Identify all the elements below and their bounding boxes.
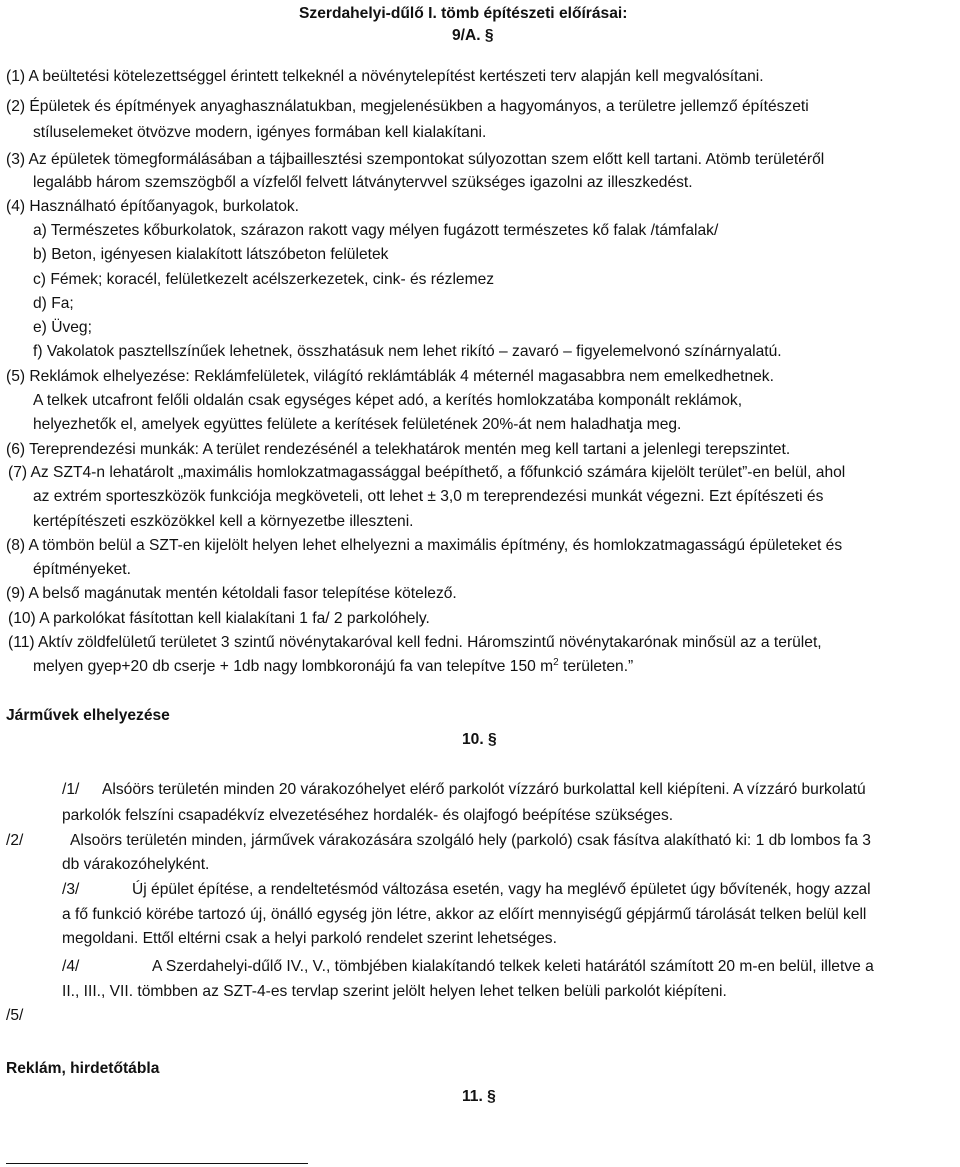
paragraph-11-line-2 [33, 657, 633, 677]
paragraph-4-item-d: d) Fa; [33, 295, 74, 312]
vehicles-item-4-line-2: II., III., VII. tömbben az SZT-4-es tervlap szerint jelölt helyen lehet telken belüli parkolót kiépíteni. [62, 983, 727, 1000]
paragraph-4-item-a: a) Természetes kőburkolatok, szárazon rakott vagy mélyen fugázott természetes kő falak /támfalak/ [33, 222, 719, 239]
paragraph-3-line-2: legalább három szemszögből a vízfelől felvett látványtervvel szükséges igazolni az illeszkedést. [33, 174, 693, 191]
vehicles-item-2-number: /2/ [6, 832, 24, 849]
paragraph-11-line-1: (11) Aktív zöldfelületű területet 3 szintű növénytakaróval kell fedni. Háromszintű növénytakarónak minősül az a terület, [8, 634, 822, 651]
paragraph-3-line-1: (3) Az épületek tömegformálásában a tájbaillesztési szempontokat súlyozottan szem előtt kell tartani. Atömb területéről [6, 151, 825, 168]
paragraph-5-line-1: (5) Reklámok elhelyezése: Reklámfelületek, világító reklámtáblák 4 méternél magasabbra nem emelkedhetnek. [6, 368, 774, 385]
vehicles-item-2-line-2: db várakozóhelyként. [62, 856, 210, 873]
vehicles-item-4-number: /4/ [62, 958, 80, 975]
paragraph-8-line-1: (8) A tömbön belül a SZT-en kijelölt helyen lehet elhelyezni a maximális építmény, és homlokzatmagasságú épületeket és [6, 537, 843, 554]
paragraph-1: (1) A beültetési kötelezettséggel érintett telkeknél a növénytelepítést kertészeti terv alapján kell megvalósítani. [6, 68, 764, 85]
paragraph-11-text-end: területen.” [558, 658, 634, 675]
paragraph-10: (10) A parkolókat fásítottan kell kialakítani 1 fa/ 2 parkolóhely. [8, 610, 430, 627]
section-9a-number: 9/A. § [452, 27, 494, 44]
vehicles-item-4-line-1: A Szerdahelyi-dűlő IV., V., tömbjében kialakítandó telkek keleti határától számított 20 m-en belül, illetve a [152, 958, 874, 975]
paragraph-2-line-1: (2) Épületek és építmények anyaghasználatukban, megjelenésükben a hagyományos, a területre jellemző építészeti [6, 98, 809, 115]
vehicles-item-3-number: /3/ [62, 881, 80, 898]
section-10-number: 10. § [462, 731, 497, 748]
vehicles-item-3-line-2: a fő funkció körébe tartozó új, önálló egység jön létre, akkor az előírt mennyiségű gépjármű tárolását telken belül kell [62, 906, 867, 923]
footnote-divider [6, 1163, 308, 1164]
vehicles-item-5-number: /5/ [6, 1007, 24, 1024]
paragraph-6: (6) Tereprendezési munkák: A terület rendezésénél a telekhatárok mentén meg kell tartani a jelenlegi terepszintet. [6, 441, 791, 458]
vehicles-item-2-line-1: Alsoörs területén minden, járművek várakozására szolgáló hely (parkoló) csak fásítva alakítható ki: 1 db lombos fa 3 [70, 832, 871, 849]
section-11-number: 11. § [462, 1088, 496, 1105]
paragraph-5-line-2: A telkek utcafront felőli oldalán csak egységes képet adó, a kerítés homlokzatába komponált reklámok, [33, 392, 743, 409]
paragraph-5-line-3: helyezhetők el, amelyek együttes felülete a kerítések felületének 20%-át nem haladhatja meg. [33, 416, 682, 433]
paragraph-9: (9) A belső magánutak mentén kétoldali fasor telepítése kötelező. [6, 585, 457, 602]
paragraph-2-line-2: stíluselemeket ötvözve modern, igényes formában kell kialakítani. [33, 124, 487, 141]
paragraph-11-text: melyen gyep+20 db cserje + 1db nagy lombkoronájú fa van telepítve 150 m [33, 658, 554, 675]
paragraph-4-item-e: e) Üveg; [33, 319, 92, 336]
paragraph-7-line-1: (7) Az SZT4-n lehatárolt „maximális homlokzatmagassággal beépíthető, a főfunkció számára kijelölt terület”-en belül, ahol [8, 464, 846, 481]
vehicles-heading: Járművek elhelyezése [6, 707, 170, 724]
paragraph-4-item-b: b) Beton, igényesen kialakított látszóbeton felületek [33, 246, 389, 263]
paragraph-8-line-2: építményeket. [33, 561, 131, 578]
paragraph-7-line-3: kertépítészeti eszközökkel kell a környezetbe illeszteni. [33, 513, 414, 530]
paragraph-4-item-c: c) Fémek; koracél, felületkezelt acélszerkezetek, cink- és rézlemez [33, 271, 495, 288]
paragraph-4-item-f: f) Vakolatok pasztellszínűek lehetnek, összhatásuk nem lehet rikító – zavaró – figyelemelvonó színárnyalatú. [33, 343, 782, 360]
vehicles-item-1-number: /1/ [62, 781, 80, 798]
paragraph-7-line-2: az extrém sporteszközök funkciója megköveteli, ott lehet ± 3,0 m tereprendezési munkát végezni. Ezt építészeti és [33, 488, 824, 505]
vehicles-item-3-line-1: Új épület építése, a rendeltetésmód változása esetén, vagy ha meglévő épületet úgy bővítenék, hogy azzal [132, 881, 871, 898]
superscript-2: 2 [553, 656, 559, 668]
ads-heading: Reklám, hirdetőtábla [6, 1060, 160, 1077]
vehicles-item-1-line-1: Alsóörs területén minden 20 várakozóhelyet elérő parkolót vízzáró burkolattal kell kiépíteni. A vízzáró burkolatú [102, 781, 866, 798]
paragraph-4: (4) Használható építőanyagok, burkolatok. [6, 198, 299, 215]
vehicles-item-1-line-2: parkolók felszíni csapadékvíz elvezetéséhez hordalék- és olajfogó beépítése szükséges. [62, 807, 674, 824]
document-title: Szerdahelyi-dűlő I. tömb építészeti előírásai: [299, 5, 628, 22]
vehicles-item-3-line-3: megoldani. Ettől eltérni csak a helyi parkoló rendelet szerint lehetséges. [62, 930, 557, 947]
